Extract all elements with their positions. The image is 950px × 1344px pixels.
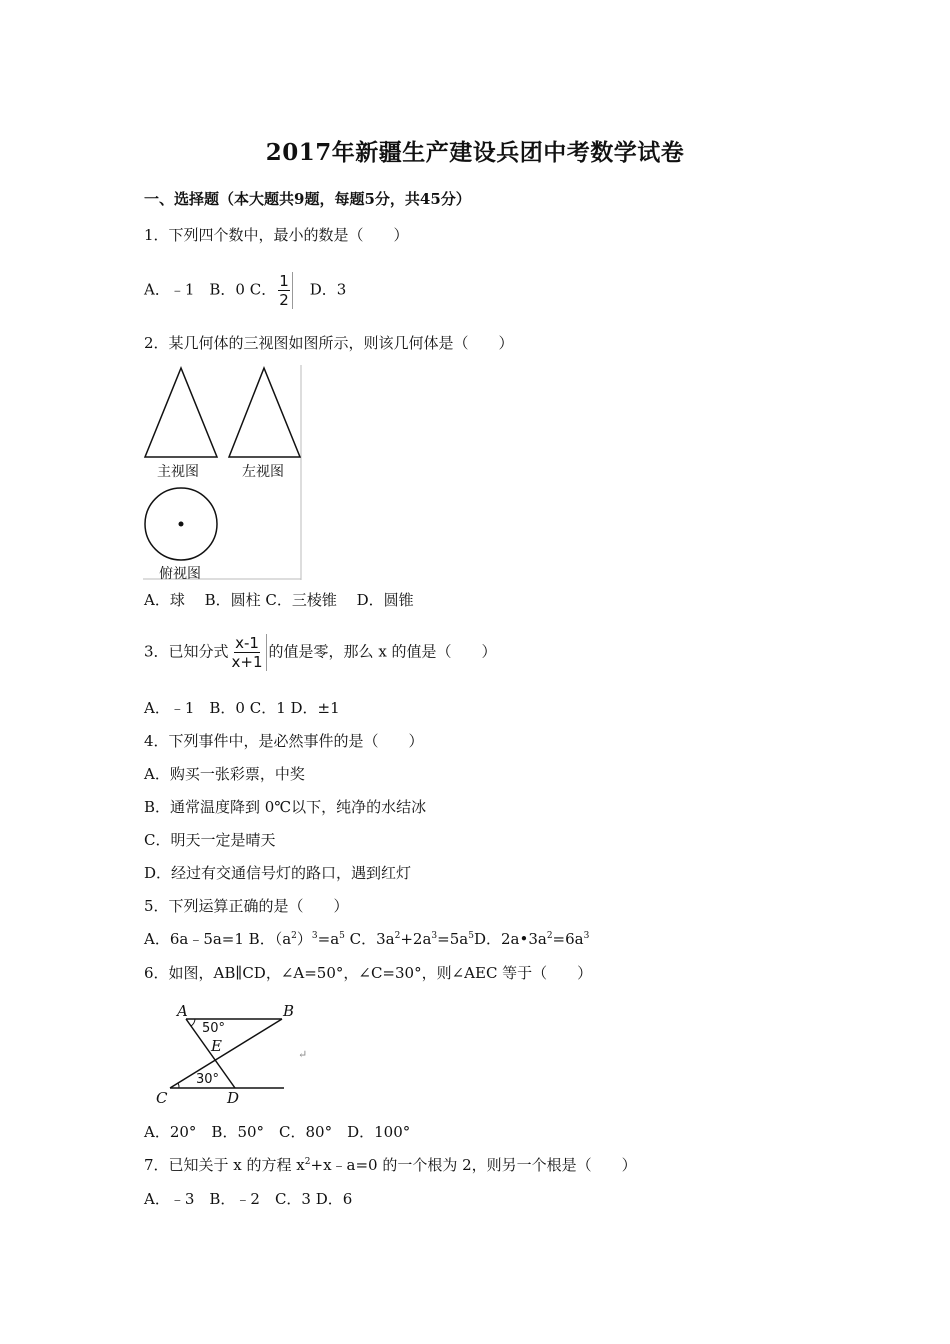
question-2-stem: 2．某几何体的三视图如图所示，则该几何体是（ ） [144, 334, 514, 352]
q5-sup-7: 2 [546, 931, 553, 941]
q5-opt-b2: ） [296, 930, 312, 948]
point-a-label: A [177, 1002, 188, 1020]
q5-sup-6: 5 [468, 931, 474, 941]
question-4-option-a: A．购买一张彩票，中奖 [144, 765, 305, 783]
question-4-stem: 4．下列事件中，是必然事件的是（ ） [144, 732, 424, 750]
question-3-stem [144, 634, 497, 671]
point-c-label: C [156, 1089, 168, 1107]
q3-frac-den: x+1 [231, 653, 263, 671]
question-3-options: A．﹣1 B．0 C．1 D．±1 [144, 699, 340, 717]
q3-fraction [231, 634, 267, 671]
question-6-stem: 6．如图，AB∥CD，∠A=50°，∠C=30°，则∠AEC 等于（ ） [144, 964, 593, 982]
front-view-label: 主视图 [157, 464, 199, 480]
question-6-options: A．20° B．50° C．80° D．100° [144, 1123, 411, 1141]
side-view-triangle [229, 368, 300, 457]
side-view-label: 左视图 [242, 464, 284, 480]
question-5-options [144, 928, 589, 949]
question-4-option-d: D．经过有交通信号灯的路口，遇到红灯 [144, 864, 412, 882]
q5-opt-c1: C．3a [344, 930, 395, 948]
parallel-lines-figure [150, 1000, 320, 1110]
q7-stem-post: +x﹣a=0 的一个根为 2，则另一个根是（ ） [310, 1156, 637, 1174]
q1-frac-num: 1 [279, 272, 289, 290]
q5-sup-1: 2 [291, 931, 297, 941]
question-5-stem: 5．下列运算正确的是（ ） [144, 897, 349, 915]
return-mark: ↵ [298, 1048, 308, 1061]
q5-opt-a: A．6a﹣5a=1 B．（a [144, 930, 292, 948]
three-view-figure [143, 365, 303, 580]
q5-opt-c5: =5a [437, 930, 469, 948]
question-7-stem [144, 1154, 637, 1175]
q3-stem-post: 的值是零，那么 x 的值是（ ） [268, 642, 497, 661]
q3-stem-pre: 3．已知分式 [144, 642, 229, 661]
q1-fraction [278, 272, 293, 309]
angle-a-arc [191, 1019, 195, 1026]
q5-sup-8: 3 [583, 931, 590, 941]
question-7-options: A．﹣3 B．﹣2 C．3 D．6 [144, 1190, 353, 1208]
point-d-label: D [227, 1089, 240, 1107]
top-view-center-dot [179, 522, 184, 527]
question-2-options: A．球 B．圆柱 C．三棱锥 D．圆锥 [144, 591, 414, 609]
page-title: 2017年新疆生产建设兵团中考数学试卷 [265, 139, 685, 166]
q5-opt-c3: +2a [400, 930, 432, 948]
question-1-options [144, 272, 346, 309]
question-4-option-c: C．明天一定是晴天 [144, 831, 276, 849]
q1-options-pre: A．﹣1 B．0 C． [144, 280, 277, 299]
q5-opt-d3: =6a [552, 930, 584, 948]
point-e-label: E [211, 1037, 222, 1055]
q5-sup-5: 3 [431, 931, 438, 941]
q3-frac-num: x-1 [235, 634, 259, 652]
question-4-option-b: B．通常温度降到 0℃以下，纯净的水结冰 [144, 798, 427, 816]
section-heading: 一、选择题（本大题共9题，每题5分，共45分） [144, 190, 471, 208]
q5-opt-b4: =a [317, 930, 340, 948]
angle-a-value: 50° [202, 1021, 226, 1036]
question-1-stem: 1．下列四个数中，最小的数是（ ） [144, 226, 409, 244]
q5-sup-3: 5 [339, 931, 345, 941]
q1-options-post: D．3 [294, 280, 347, 299]
q7-stem-pre: 7．已知关于 x 的方程 x [144, 1156, 305, 1174]
q1-frac-den: 2 [279, 291, 289, 309]
front-view-triangle [145, 368, 217, 457]
segment-bc [170, 1019, 282, 1088]
q5-opt-d1: D．2a•3a [473, 930, 547, 948]
point-b-label: B [283, 1002, 295, 1020]
q7-sup: 2 [304, 1157, 311, 1167]
q5-sup-4: 2 [394, 931, 401, 941]
q5-sup-2: 3 [311, 931, 318, 941]
angle-c-value: 30° [196, 1072, 220, 1087]
top-view-label: 俯视图 [159, 566, 201, 582]
